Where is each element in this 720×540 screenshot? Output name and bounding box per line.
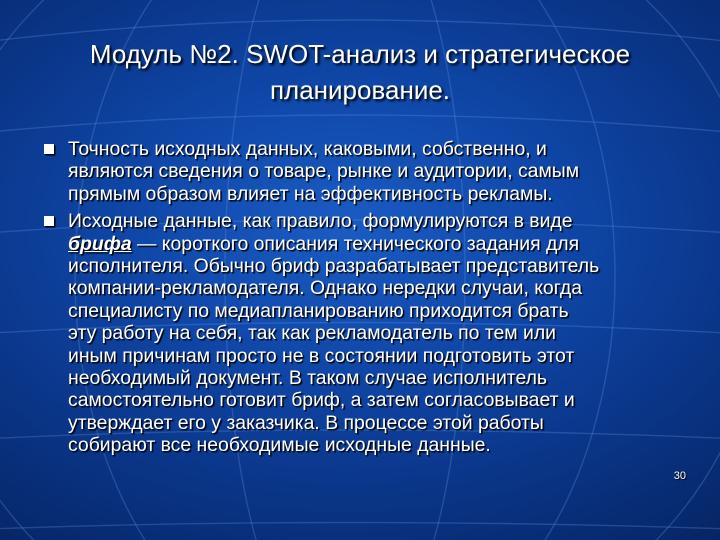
bullet-item-brief [44,210,684,456]
bullet-item-accuracy [44,138,684,205]
bullet-2-line-10: утверждает его у заказчика. В процессе этой работы [68,411,544,434]
bullet-1-line-1: Точность исходных данных, каковыми, собственно, и [68,138,547,160]
slide-title [40,36,680,108]
brief-term-link[interactable]: брифа [68,232,132,255]
bullet-2-line-6: эту работу на себя, так как рекламодатель по тем или [68,322,556,345]
square-bullet-icon [44,144,54,154]
bullet-1-line-2: являются сведения о товаре, рынке и аудитории, самым [68,160,580,183]
bullet-2-line-1: Исходные данные, как правило, формулируются в виде [68,210,573,233]
bullet-2-line-3: исполнителя. Обычно бриф разрабатывает представитель [68,255,600,278]
bullet-2-line-9: самостоятельно готовит бриф, а затем согласовывает и [68,389,575,412]
bullet-2-line-7: иным причинам просто не в состоянии подготовить этот [68,344,575,367]
bullet-2-line-8: необходимый документ. В таком случае исполнитель [68,367,548,390]
bullet-2-line-2 [68,233,684,255]
bullet-2-line-5: специалисту по медиапланированию приходится брать [68,299,569,322]
brief-definition-text: — короткого описания технического задания для [131,232,580,255]
bullet-list [44,138,684,462]
bullet-2-line-4: компании-рекламодателя. Однако нередки случаи, когда [68,277,583,300]
page-number: 30 [673,470,686,482]
square-bullet-icon [44,216,54,226]
slide-title-line-2: планирование. [269,75,451,105]
bullet-2-line-11: собирают все необходимые исходные данные. [68,434,491,457]
bullet-1-line-3: прямым образом влияет на эффективность рекламы. [68,182,553,205]
slide-title-line-1: Модуль №2. SWOT-анализ и стратегическое [89,39,631,69]
